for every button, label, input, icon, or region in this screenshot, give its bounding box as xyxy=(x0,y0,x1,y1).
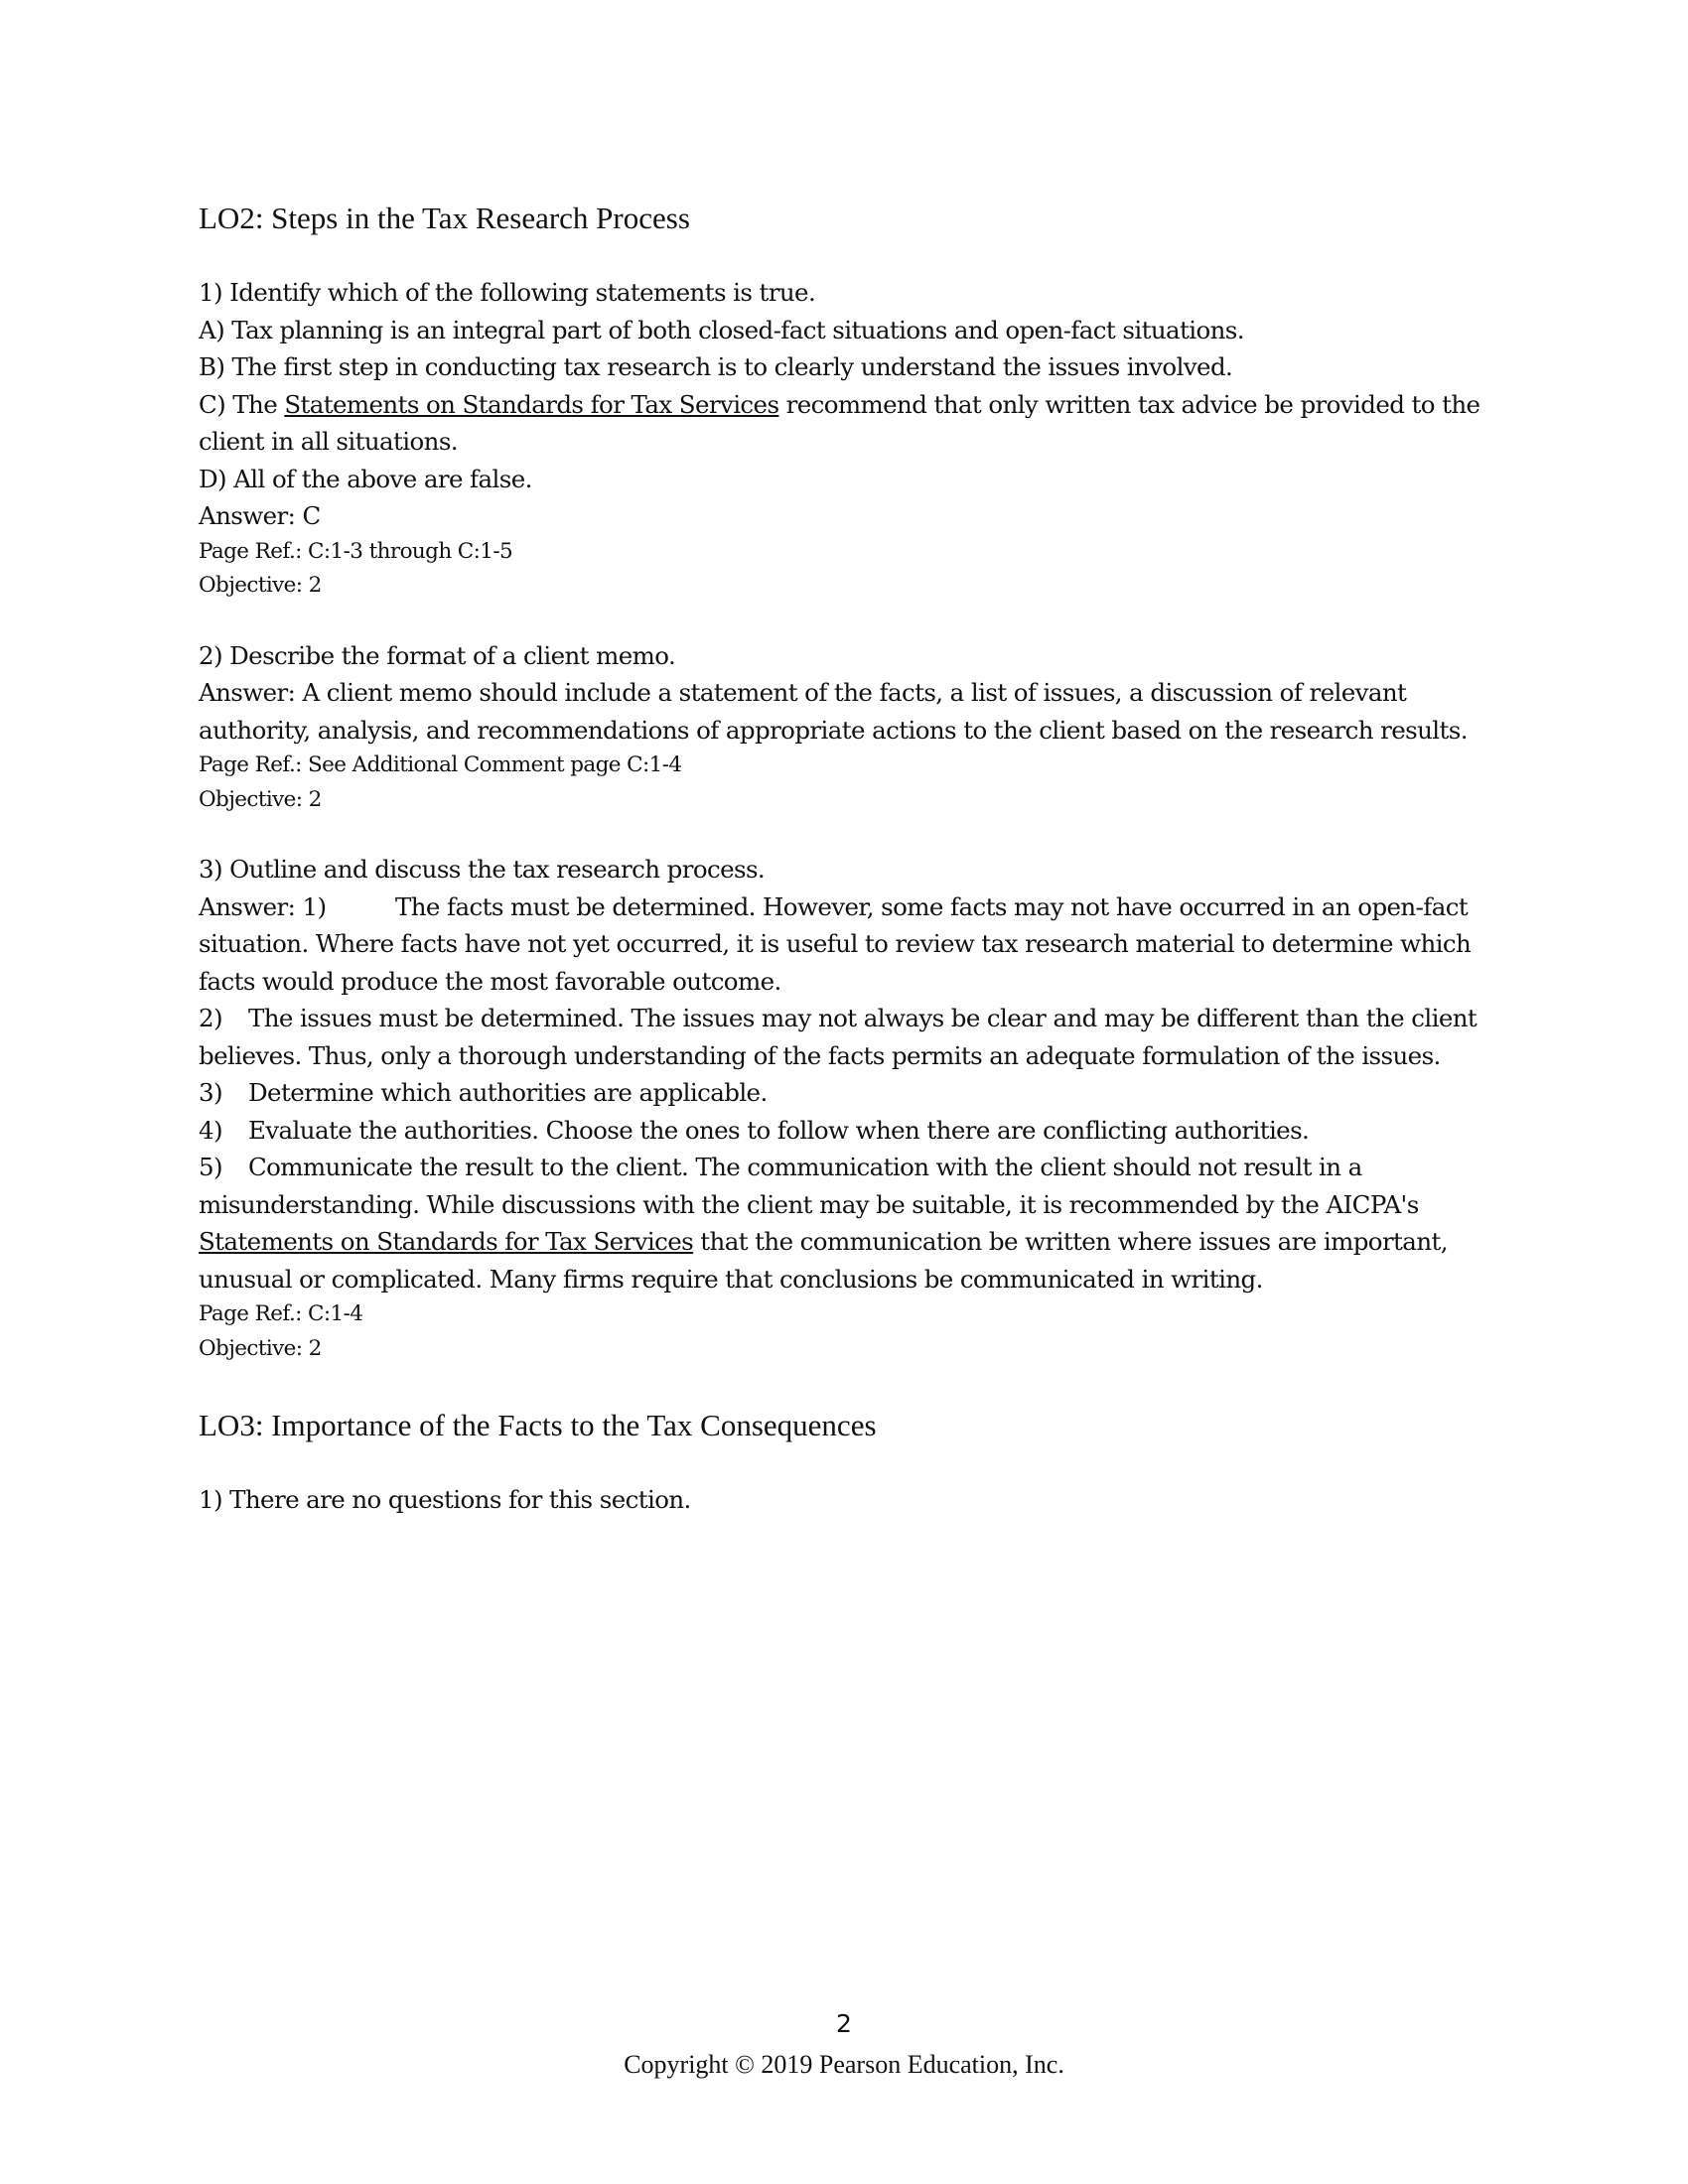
question-1-option-a: A) Tax planning is an integral part of both closed-fact situations and open-fact situations. xyxy=(199,315,1244,344)
step-2-text: The issues must be determined. The issues may not always be clear and may be different than the client believes. Thus, only a thorough understanding of the facts permits an adequate formulation of the issues. xyxy=(199,1004,1477,1070)
option-c-suffix: recommend that only written tax advice be provided to the client in all situations. xyxy=(199,389,1480,456)
step-4-text: Evaluate the authorities. Choose the ones to follow when there are conflicting authorities. xyxy=(248,1115,1310,1145)
question-1-text: 1) Identify which of the following statements is true. xyxy=(199,278,816,307)
step-5-suffix: that the communication be written where issues are important, unusual or complicated. Many firms require that conclusions be communicated in writing. xyxy=(199,1227,1448,1294)
question-2 xyxy=(199,637,1489,818)
question-3 xyxy=(199,851,1489,1366)
answer-label: Answer: 1) xyxy=(199,891,327,921)
question-3-step-4 xyxy=(199,1112,1489,1150)
page-number: 2 xyxy=(836,2009,852,2038)
step-2-number: 2) xyxy=(199,1004,222,1032)
document-page xyxy=(199,199,1489,1519)
copyright-notice: Copyright © 2019 Pearson Education, Inc. xyxy=(624,2050,1064,2079)
option-c-prefix: C) The xyxy=(199,389,285,419)
question-3-text: 3) Outline and discuss the tax research process. xyxy=(199,855,766,884)
statements-standards-title: Statements on Standards for Tax Services xyxy=(284,389,779,419)
question-3-step-2 xyxy=(199,1000,1489,1074)
question-2-page-ref: Page Ref.: See Additional Comment page C:1-4 xyxy=(199,752,682,777)
step-4-number: 4) xyxy=(199,1115,222,1145)
question-1-option-d: D) All of the above are false. xyxy=(199,464,532,493)
question-2-answer: Answer: A client memo should include a statement of the facts, a list of issues, a discussion of relevant authority, analysis, and recommendations of appropriate actions to the client based on the research results. xyxy=(199,678,1468,745)
question-3-step-1 xyxy=(199,888,1489,1001)
question-3-step-3 xyxy=(199,1074,1489,1112)
question-2-objective: Objective: 2 xyxy=(199,786,322,812)
question-1-objective: Objective: 2 xyxy=(199,573,322,598)
lo3-question-1: 1) There are no questions for this section. xyxy=(199,1485,691,1514)
step-1-text: The facts must be determined. However, some facts may not have occurred in an open-fact situation. Where facts have not yet occurred, it is useful to review tax research material to determine which facts would produce the most favorable outcome. xyxy=(199,891,1472,996)
question-1-option-b: B) The first step in conducting tax research is to clearly understand the issues involved. xyxy=(199,352,1233,381)
question-1-page-ref: Page Ref.: C:1-3 through C:1-5 xyxy=(199,538,513,564)
question-3-step-5 xyxy=(199,1149,1489,1297)
question-3-objective: Objective: 2 xyxy=(199,1335,322,1361)
section-heading-lo2: LO2: Steps in the Tax Research Process xyxy=(199,201,690,235)
question-1 xyxy=(199,274,1489,604)
section-heading-lo3: LO3: Importance of the Facts to the Tax Consequences xyxy=(199,1408,877,1442)
step-5-text: Communicate the result to the client. The communication with the client should not result in a misunderstanding. While discussions with the client may be suitable, it is recommended by the AICPA's xyxy=(199,1153,1419,1219)
question-2-text: 2) Describe the format of a client memo. xyxy=(199,640,676,670)
statements-standards-title: Statements on Standards for Tax Services xyxy=(199,1227,694,1256)
question-1-option-c xyxy=(199,386,1489,461)
question-3-page-ref: Page Ref.: C:1-4 xyxy=(199,1301,363,1326)
step-3-number: 3) xyxy=(199,1078,222,1107)
step-5-number: 5) xyxy=(199,1153,222,1181)
step-3-text: Determine which authorities are applicable. xyxy=(248,1078,768,1107)
question-1-answer: Answer: C xyxy=(199,501,321,530)
